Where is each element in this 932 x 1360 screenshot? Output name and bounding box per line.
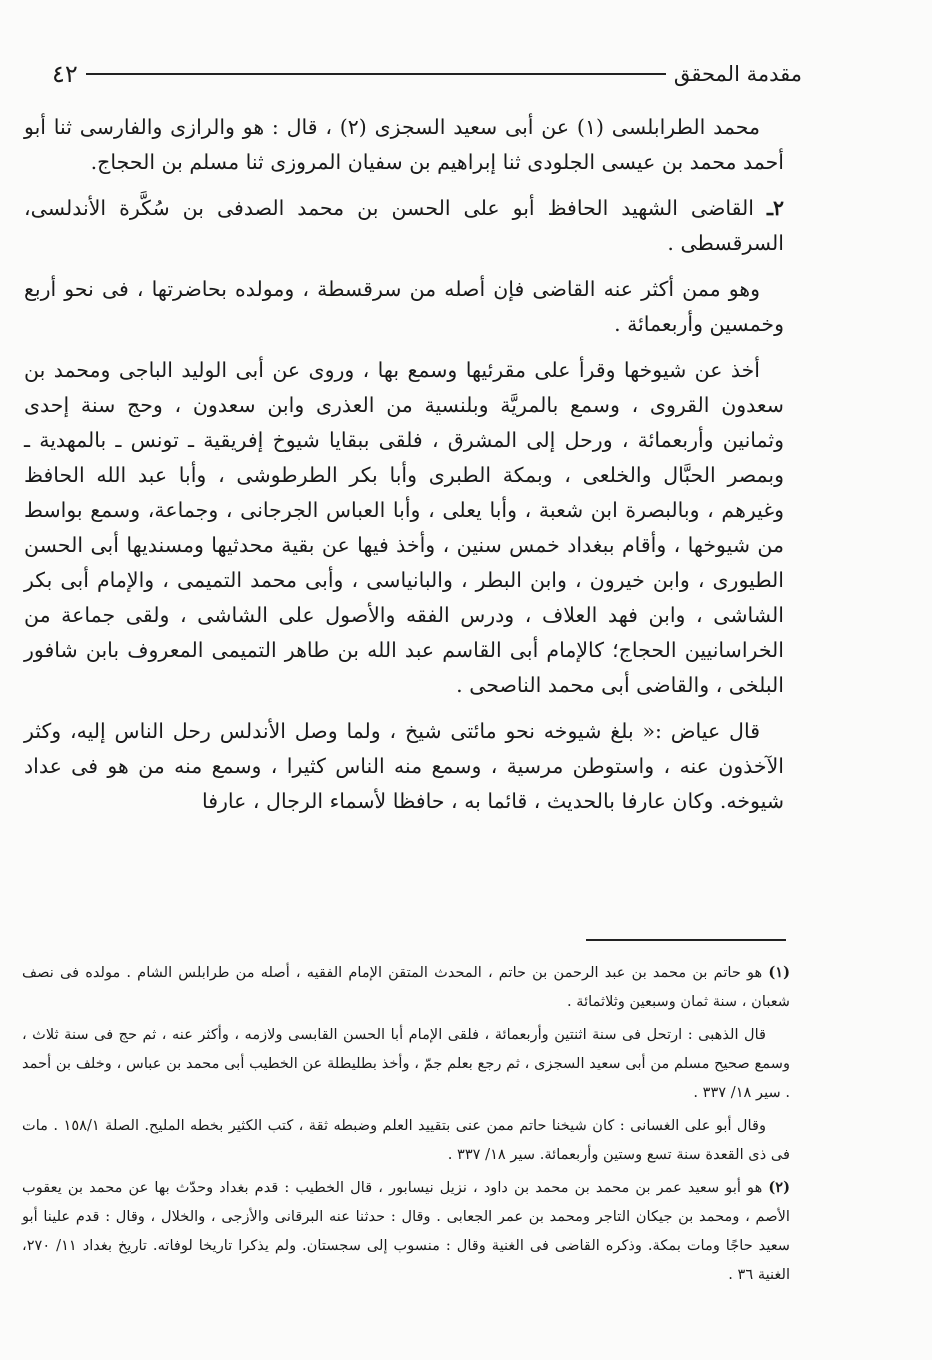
paragraph-3: أخذ عن شيوخها وقرأ على مقرئيها وسمع بها ، وروى عن أبى الوليد الباجى ومحمد بن سعدون القروى ، وسمع بالمريَّة وبلنسية من العذرى وابن سعدون ، وحج سنة إحدى وثمانين وأربعمائة ، ورحل إلى المشرق ، فلقى ببقايا شيوخ إفريقية ـ تونس ـ بالمهدية ـ وبمصر الحبَّال والخلعى ، وبمكة الطبرى وأبا بكر الطرطوشى ، وأبا عبد الله الحافظ وغيرهم ، وبالبصرة ابن شعبة ، وأبا يعلى ، وأبا العباس الجرجانى ، وجماعة، وسمع بواسط من شيوخها ، وأقام ببغداد خمس سنين ، وأخذ فيها عن بقية محدثيها ومسنديها أبى الحسن الطيورى ، وابن خيرون ، وابن البطر ، والبانياسى ، وأبى محمد التميمى ، والإمام أبى بكر الشاشى ، وابن فهد العلاف ، ودرس الفقه والأصول على الشاشى ، ولقى جماعة من الخراسانيين الحجاج؛ كالإمام أبى القاسم عبد الله بن طاهر التميمى المعروف بابن شافور البلخى ، والقاضى أبى محمد الناصحى . — [24, 358, 784, 697]
footnote-2 — [22, 1173, 790, 1289]
page-header — [24, 54, 812, 94]
footnote-1-paragraph-3: وقال أبو على الغسانى : كان شيخنا حاتم ممن عنى بتقييد العلم وضبطه ثقة ، كتب الكثير بخطه المليح. الصلة ١٥٨/١ . مات فى ذى القعدة سنة تسع وستين وأربعمائة. سير ١٨/ ٣٣٧ . — [22, 1117, 790, 1163]
footnotes — [22, 958, 790, 1293]
header-rule — [86, 73, 666, 75]
footnote-1-text: هو حاتم بن محمد بن عبد الرحمن بن حاتم ، المحدث المتقن الإمام الفقيه ، أصله من طرابلس الشام . مولده فى نصف شعبان ، سنة ثمان وسبعين وثلاثمائة . — [22, 964, 790, 1010]
footnote-1-paragraph-2: قال الذهبى : ارتحل فى سنة اثنتين وأربعمائة ، فلقى الإمام أبا الحسن القابسى ولازمه ، وأكثر عنه ، ثم حج فى سنة ثلاث ، وسمع صحيح مسلم من أبى سعيد السجزى ، ثم رجع بعلم جمّ ، وأخذ بطليطلة عن الخطيب أبى محمد بن عباس ، وخلف بن أحمد . سير ١٨/ ٣٣٧ . — [22, 1026, 790, 1101]
page-number: ٤٢ — [52, 60, 78, 88]
running-title: مقدمة المحقق — [673, 62, 802, 86]
main-text — [24, 110, 784, 830]
footnote-separator — [586, 939, 786, 941]
footnote-1 — [22, 958, 790, 1016]
footnote-2-text: هو أبو سعيد عمر بن محمد بن محمد بن داود ، نزيل نيسابور ، قال الخطيب : قدم بغداد وحدّث بها عن محمد بن يعقوب الأصم ، ومحمد بن جيكان التاجر ومحمد بن عمر الجعابى . وقال : حدثنا عنه البرقانى والأزجى ، والخلال ، وقال : قدم علينا أبو سعيد حاجًا ومات بمكة. وذكره القاضى فى الغنية وقال : منسوب إلى سجستان. ولم يذكرا تاريخا لوفاته. تاريخ بغداد ١١/ ٢٧٠، الغنية ٣٦ . — [22, 1179, 791, 1283]
footnote-2-number: (٢) — [768, 1179, 791, 1196]
entry-number: ٢ـ — [766, 196, 784, 220]
paragraph-1: محمد الطرابلسى (١) عن أبى سعيد السجزى (٢) ، قال : هو والرازى والفارسى ثنا أبو أحمد محمد بن عيسى الجلودى ثنا إبراهيم بن سفيان المروزى ثنا مسلم بن الحجاج. — [24, 115, 784, 174]
entry-title: القاضى الشهيد الحافظ أبو على الحسن بن محمد الصدفى بن سُكَّرة الأندلسى، السرقسطى . — [24, 196, 784, 255]
paragraph-4: قال عياض :« بلغ شيوخه نحو مائتى شيخ ، ولما وصل الأندلس رحل الناس إليه، وكثر الآخذون عنه ، واستوطن مرسية ، وسمع منه الناس كثيرا ، وسمع منه من هو فى عداد شيوخه. وكان عارفا بالحديث ، قائما به ، حافظا لأسماء الرجال ، عارفا — [24, 719, 784, 813]
biography-entry-heading — [24, 191, 784, 261]
footnote-1-number: (١) — [768, 964, 790, 981]
paragraph-2: وهو ممن أكثر عنه القاضى فإن أصله من سرقسطة ، ومولده بحاضرتها ، فى نحو أربع وخمسين وأربعمائة . — [24, 277, 784, 336]
